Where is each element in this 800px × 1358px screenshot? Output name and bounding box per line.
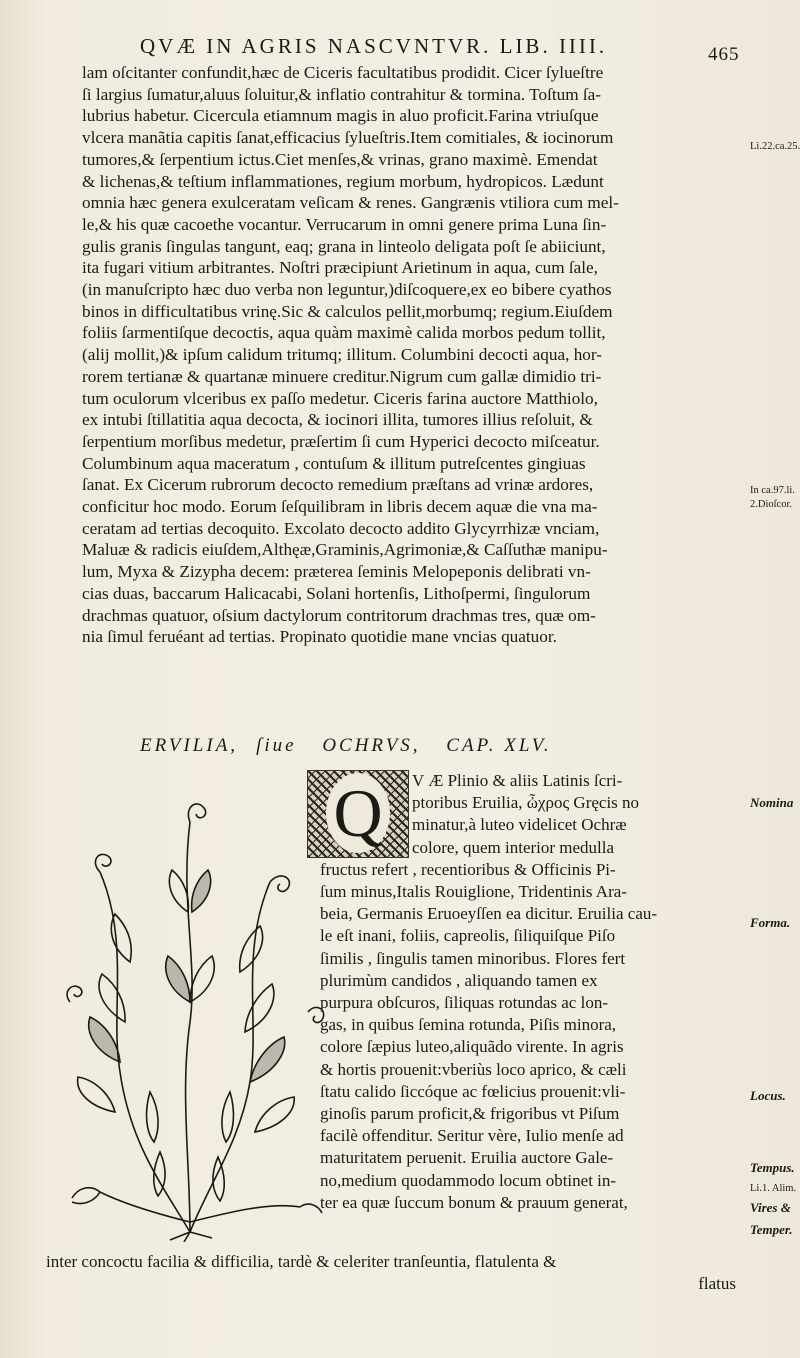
text-line: no,medium quodammodo locum obtinet in-: [320, 1170, 617, 1190]
text-line: ex intubi ſtillatitia aqua decocta, & iocinori illita, tumores illius reſoluit, &: [82, 410, 593, 430]
text-line: drachmas quatuor, oſsium dactylorum contritorum drachmas tres, quæ om-: [82, 605, 596, 625]
margin-label-locus: Locus.: [750, 1088, 786, 1103]
chapter-name-2: OCHRVS,: [322, 735, 421, 756]
chapter-body: [320, 770, 740, 1214]
text-line: ſum minus,Italis Rouiglione, Tridentinis Ara-: [320, 882, 627, 902]
text-line: tum oculorum vlceribus ex paſſo medetur. Ciceris farina auctore Matthiolo,: [82, 388, 598, 408]
chapter-number: CAP. XLV.: [446, 735, 552, 756]
chapter-connector: ſiue: [256, 735, 297, 756]
margin-label-tempus: Tempus.: [750, 1160, 795, 1175]
text-line: minatur,à luteo videlicet Ochræ: [412, 815, 627, 835]
text-line: cias duas, baccarum Halicacabi, Solani hortenſis, Lithoſpermi, ſingulorum: [82, 583, 591, 603]
text-line: ginoſis parum proficit,& frigoribus vt Piſum: [320, 1104, 620, 1124]
text-line: (alij mollit,)& ipſum calidum tritumq; illitum. Columbini decocti aqua, hor-: [82, 345, 602, 365]
running-title: QVÆ IN AGRIS NASCVNTVR. LIB. IIII.: [140, 34, 608, 58]
text-line: (in manuſcripto hæc duo verba non leguntur,)diſcoquere,ex eo bibere cyathos: [82, 280, 612, 300]
text-line: ter ea quæ ſuccum bonum & prauum generat,: [320, 1192, 628, 1212]
text-line: ſi largius ſumatur,aluus ſoluitur,& inflatio contrahitur & tormina. Toſtum ſa-: [82, 84, 602, 104]
text-line: Columbinum aqua maceratum , contuſum & illitum putreſcentes gingiuas: [82, 453, 586, 473]
bottom-paragraph: [46, 1251, 742, 1295]
text-line: ſimilis , ſingulis tamen minoribus. Flores fert: [320, 948, 626, 968]
text-line: ſtatu calido ſiccóque ac fœlicius prouenit:vli-: [320, 1081, 626, 1101]
text-line: lum, Myxa & Zizypha decem: præterea ſeminis Melopeponis delibrati vn-: [82, 562, 591, 582]
text-line: lubrius habetur. Cicercula etiamnum magis in aluo proficit.Farina vtriuſque: [82, 106, 599, 126]
margin-label-forma: Forma.: [750, 915, 791, 930]
margin-label-vires: Vires &: [750, 1200, 791, 1215]
text-line: gas, in quibus ſemina rotunda, Piſis minora,: [320, 1015, 617, 1035]
text-line: purpura obſcuros, ſiliquas rotundas ac lon-: [320, 993, 608, 1013]
text-line: vlcera manãtia capitis ſanat,efficacius ſylueſtris.Item comitiales, & iocinorum: [82, 128, 614, 148]
text-line: gulis granis ſingulas tangunt, eaq; grana in linteolo deligata poſt ſe abiiciunt,: [82, 236, 606, 256]
text-line: nia ſimul feruéant ad tertias. Propinato quotidie mane vncias quatuor.: [82, 627, 557, 647]
page-number: 465: [708, 44, 740, 65]
text-line: & hortis prouenit:vberiùs loco aprico, & cæli: [320, 1059, 627, 1079]
text-line: binos in difficultatibus vrinę.Sic & calculos pellit,morbumq; regium.Eiuſdem: [82, 301, 613, 321]
text-line: ptoribus Eruilia, ὦχρος Gręcis no: [412, 793, 640, 813]
chapter-name-1: ERVILIA,: [140, 735, 239, 756]
text-line: colore, quem interior medulla: [412, 837, 615, 857]
text-line: lam oſcitanter confundit,hæc de Ciceris facultatibus prodidit. Cicer ſylueſtre: [82, 63, 604, 82]
text-line: le,& his quæ cacoethe vocantur. Verrucarum in omni genere prima Luna ſin-: [82, 214, 607, 234]
text-line: rorem tertianæ & quartanæ minuere creditur.Nigrum cum gallæ dimidio tri-: [82, 366, 602, 386]
plant-woodcut-illustration: [40, 762, 330, 1242]
text-line: Maluæ & radicis eiuſdem,Althęæ,Graminis,Agrimoniæ,& Caſſuthæ manipu-: [82, 540, 608, 560]
text-line: ſanat. Ex Cicerum rubrorum decocto remedium præſtans ad vrinæ ardores,: [82, 475, 594, 495]
text-line: le eſt inani, foliis, capreolis, ſiliquiſque Piſo: [320, 926, 616, 946]
text-line: ceratam ad tertias decoquito. Excolato decocto addito Glycyrrhizæ vnciam,: [82, 518, 600, 538]
margin-reference: Li.22.ca.25.: [750, 141, 800, 152]
text-line: flatus: [698, 1274, 736, 1293]
margin-reference: 2.Dioſcor.: [750, 499, 792, 510]
top-paragraph: [82, 62, 742, 648]
text-line: fructus refert , recentioribus & Officinis Pi-: [320, 859, 616, 879]
initial-letter: Q: [326, 773, 390, 853]
chapter-heading: [140, 735, 740, 757]
text-line: V Æ Plinio & aliis Latinis ſcri-: [412, 771, 623, 790]
text-line: colore ſæpius luteo,aliquãdo virente. In agris: [320, 1037, 624, 1057]
text-line: foliis ſarmentiſque decoctis, aqua quàm maximè calida morbos pedum tollit,: [82, 323, 606, 343]
margin-label-nomina: Nomina: [750, 795, 794, 810]
text-line: omnia hæc genera exulceratam veſicam & renes. Gangrænis vtiliora cum mel-: [82, 193, 619, 213]
text-line: conficitur hoc modo. Eorum ſeſquilibram in libris decem aquæ die vna ma-: [82, 497, 598, 517]
text-line: maturitatem peruenit. Eruilia auctore Gale-: [320, 1148, 614, 1168]
text-line: inter concoctu facilia & difficilia, tardè & celeriter tranſeuntia, flatulenta &: [46, 1252, 557, 1271]
text-line: & lichenas,& teſtium inflammationes, regium morbum, hydropicos. Lædunt: [82, 171, 604, 191]
text-line: ſerpentium morſibus medetur, præſertim ſi cum Hyperici decocto miſceatur.: [82, 431, 600, 451]
text-line: tumores,& ſerpentium ictus.Ciet menſes,& vrinas, grano maximè. Emendat: [82, 149, 598, 169]
text-line: facilè offenditur. Seritur vère, Iulio menſe ad: [320, 1126, 624, 1146]
text-line: beia, Germanis Eruoeyſſen ea dicitur. Eruilia cau-: [320, 904, 658, 924]
margin-reference: Li.1. Alim.: [750, 1183, 797, 1194]
text-line: plurimùm candidos , aliquando tamen ex: [320, 970, 598, 990]
margin-label-temper: Temper.: [750, 1222, 793, 1237]
text-line: ita fugari vitium arbitrantes. Noſtri præcipiunt Arietinum in aqua, cum ſale,: [82, 258, 598, 278]
margin-reference: In ca.97.li.: [750, 485, 795, 496]
